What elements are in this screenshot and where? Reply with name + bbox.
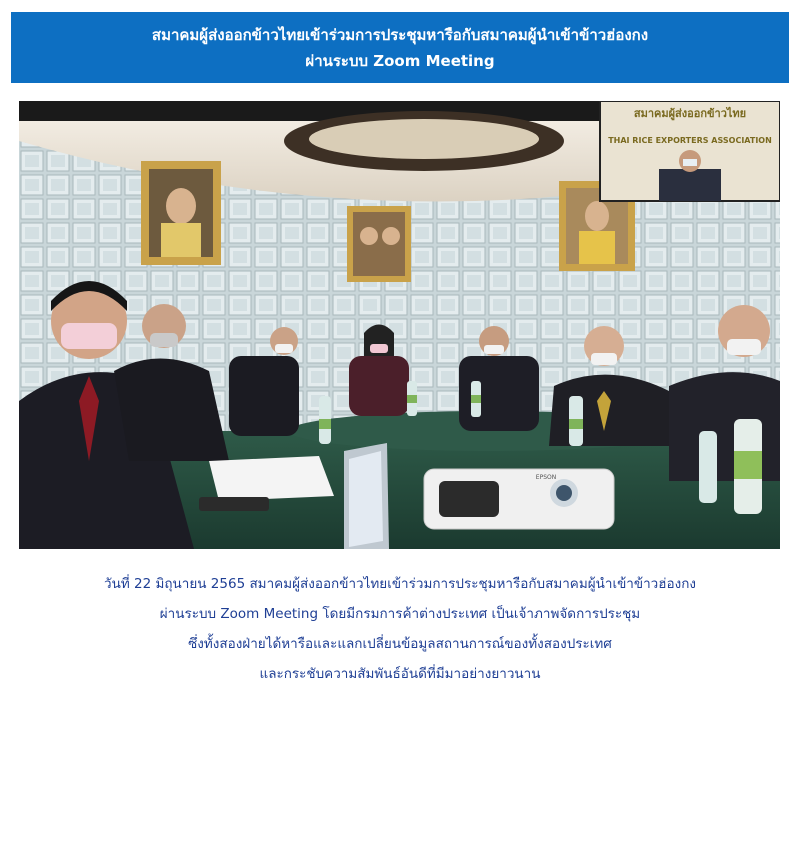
zoom-video-inset	[600, 101, 780, 201]
header-title-line-1: สมาคมผู้ส่งออกข้าวไทยเข้าร่วมการประชุมหารือกับสมาคมผู้นำเข้าข้าวฮ่องกง	[151, 25, 649, 44]
projector-brand-label: EPSON	[535, 474, 557, 481]
projector	[424, 469, 614, 529]
header-title-line-2: ผ่านระบบ Zoom Meeting	[305, 51, 495, 70]
portrait-center	[347, 206, 411, 282]
page-header-banner	[11, 12, 789, 83]
inset-nameplate-english: THAI RICE EXPORTERS ASSOCIATION	[608, 136, 772, 145]
caption-line-2: ผ่านระบบ Zoom Meeting โดยมีกรมการค้าต่างประเทศ เป็นเจ้าภาพจัดการประชุม	[159, 606, 641, 622]
caption-line-1: วันที่ 22 มิถุนายน 2565 สมาคมผู้ส่งออกข้าวไทยเข้าร่วมการประชุมหารือกับสมาคมผู้นำเข้าข้าวฮ่องกง	[104, 576, 696, 592]
meeting-photo	[19, 101, 780, 549]
caption-line-3: ซึ่งทั้งสองฝ่ายได้หารือและแลกเปลี่ยนข้อมูลสถานการณ์ของทั้งสองประเทศ	[188, 636, 612, 652]
photo-caption	[0, 569, 800, 689]
portrait-left	[141, 161, 221, 265]
inset-nameplate-thai: สมาคมผู้ส่งออกข้าวไทย	[633, 107, 747, 120]
caption-line-4: และกระชับความสัมพันธ์อันดีที่มีมาอย่างยาวนาน	[259, 666, 541, 682]
